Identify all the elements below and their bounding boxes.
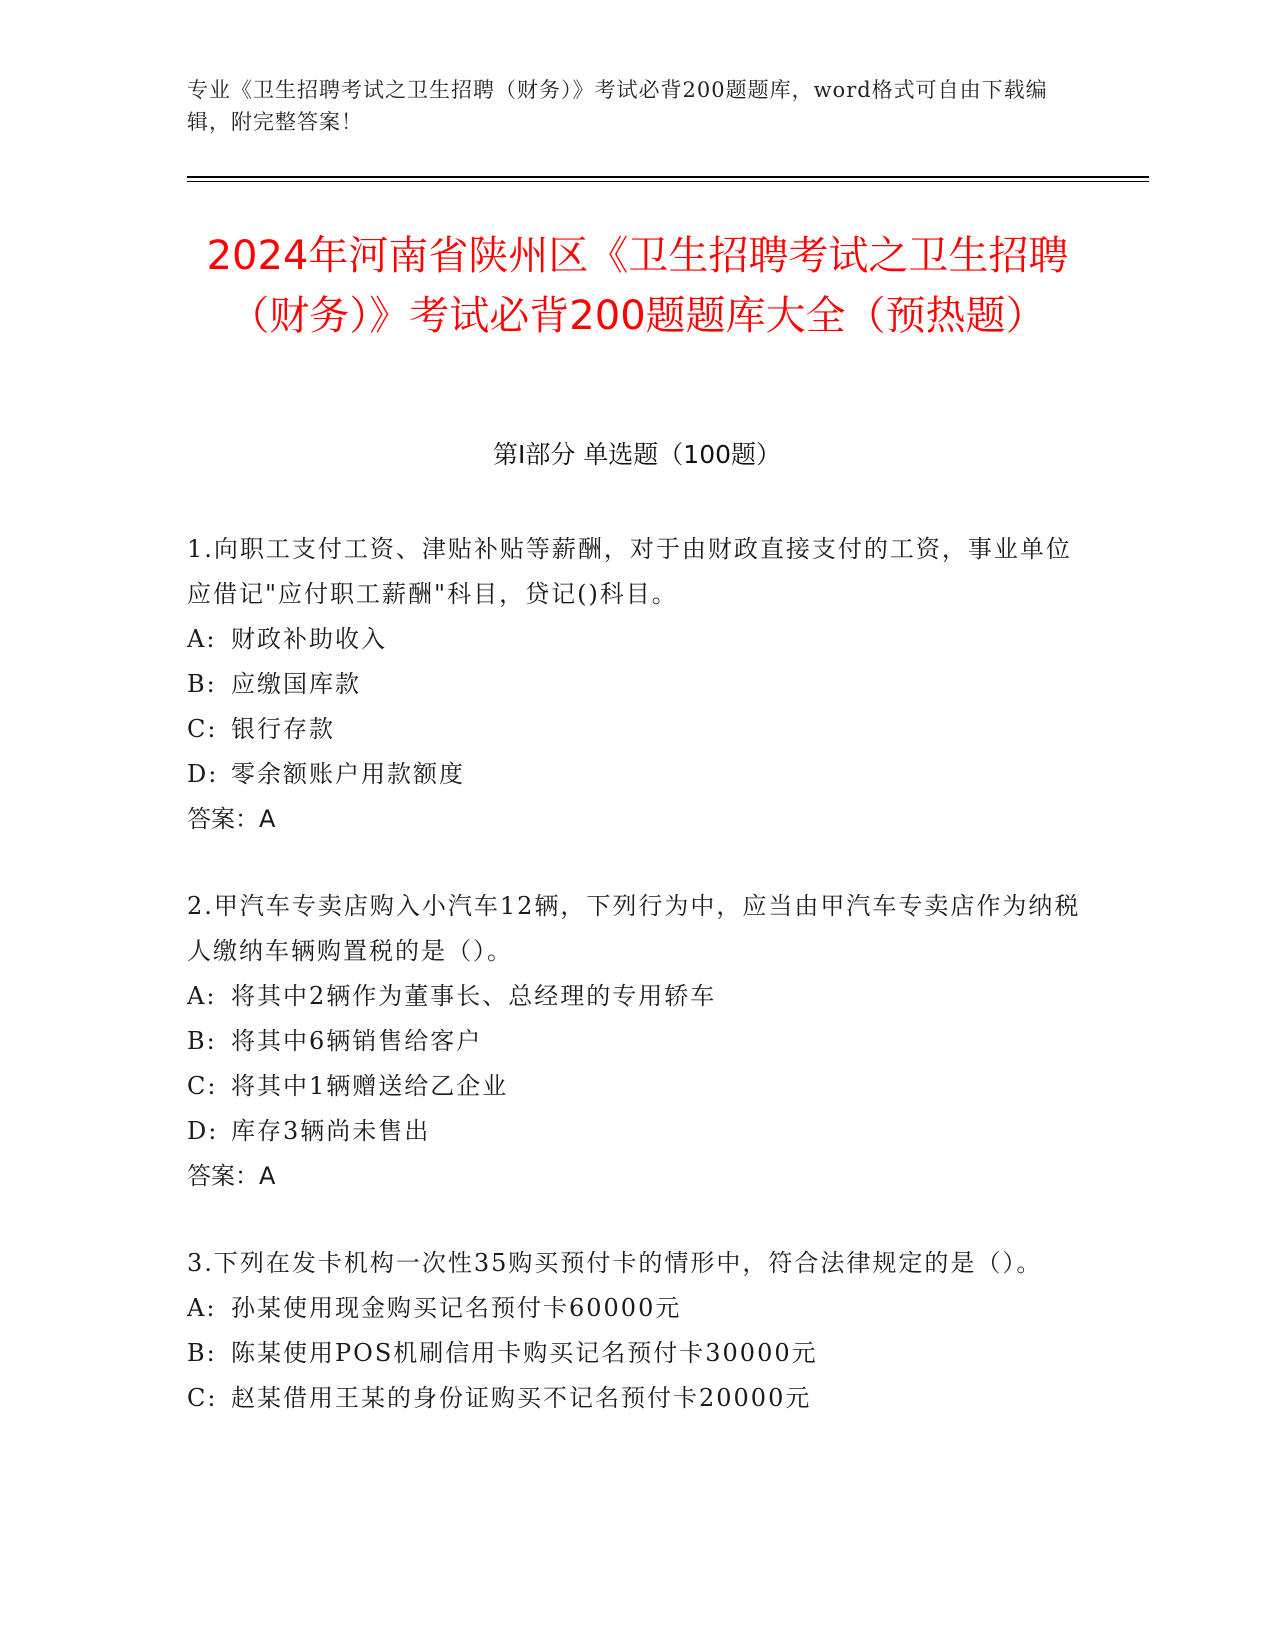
section-heading: 第Ⅰ部分 单选题（100题）: [492, 440, 782, 469]
question-stem: 2.甲汽车专卖店购入小汽车12辆，下列行为中，应当由甲汽车专卖店作为纳税人缴纳车辆购置税的是（）。: [187, 892, 1081, 965]
option-key: C:: [187, 1384, 218, 1412]
option-text: 陈某使用POS机刷信用卡购买记名预付卡30000元: [231, 1339, 818, 1367]
option-b: [187, 1019, 1097, 1064]
option-key: D:: [187, 760, 219, 788]
option-text: 赵某借用王某的身份证购买不记名预付卡20000元: [231, 1384, 812, 1412]
header-note: 专业《卫生招聘考试之卫生招聘（财务）》考试必背200题题库，word格式可自由下载编辑，附完整答案！: [187, 78, 1048, 134]
option-d: [187, 1109, 1097, 1154]
question-1: [187, 527, 1097, 842]
option-c: [187, 1376, 1097, 1421]
option-a: [187, 617, 1097, 662]
option-key: A:: [187, 625, 217, 653]
option-key: B:: [187, 1339, 217, 1367]
option-text: 银行存款: [231, 715, 335, 743]
option-key: C:: [187, 1072, 218, 1100]
option-c: [187, 707, 1097, 752]
option-text: 将其中2辆作为董事长、总经理的专用轿车: [231, 982, 717, 1010]
option-text: 孙某使用现金购买记名预付卡60000元: [231, 1294, 682, 1322]
option-a: [187, 974, 1097, 1019]
answer: 答案：A: [187, 1162, 276, 1190]
option-key: C:: [187, 715, 218, 743]
header-divider-thick: [187, 176, 1149, 178]
document-title: 2024年河南省陕州区《卫生招聘考试之卫生招聘（财务）》考试必背200题题库大全（预热题）: [206, 233, 1069, 339]
option-text: 零余额账户用款额度: [231, 760, 465, 788]
option-key: A:: [187, 982, 217, 1010]
option-text: 库存3辆尚未售出: [231, 1117, 431, 1145]
question-stem: 3.下列在发卡机构一次性35购买预付卡的情形中，符合法律规定的是（）。: [187, 1249, 1043, 1277]
option-text: 财政补助收入: [231, 625, 387, 653]
option-a: [187, 1286, 1097, 1331]
option-c: [187, 1064, 1097, 1109]
question-list: [187, 527, 1097, 1463]
question-2: [187, 884, 1097, 1199]
option-key: A:: [187, 1294, 217, 1322]
question-3: [187, 1241, 1097, 1421]
option-key: D:: [187, 1117, 219, 1145]
header-divider-thin: [187, 181, 1149, 182]
option-text: 将其中6辆销售给客户: [231, 1027, 483, 1055]
question-stem: 1.向职工支付工资、津贴补贴等薪酬，对于由财政直接支付的工资，事业单位应借记"应付职工薪酬"科目，贷记()科目。: [187, 535, 1072, 608]
option-b: [187, 1331, 1097, 1376]
answer: 答案：A: [187, 805, 276, 833]
option-key: B:: [187, 1027, 217, 1055]
option-b: [187, 662, 1097, 707]
option-key: B:: [187, 670, 217, 698]
option-text: 将其中1辆赠送给乙企业: [231, 1072, 509, 1100]
option-d: [187, 752, 1097, 797]
option-text: 应缴国库款: [231, 670, 361, 698]
